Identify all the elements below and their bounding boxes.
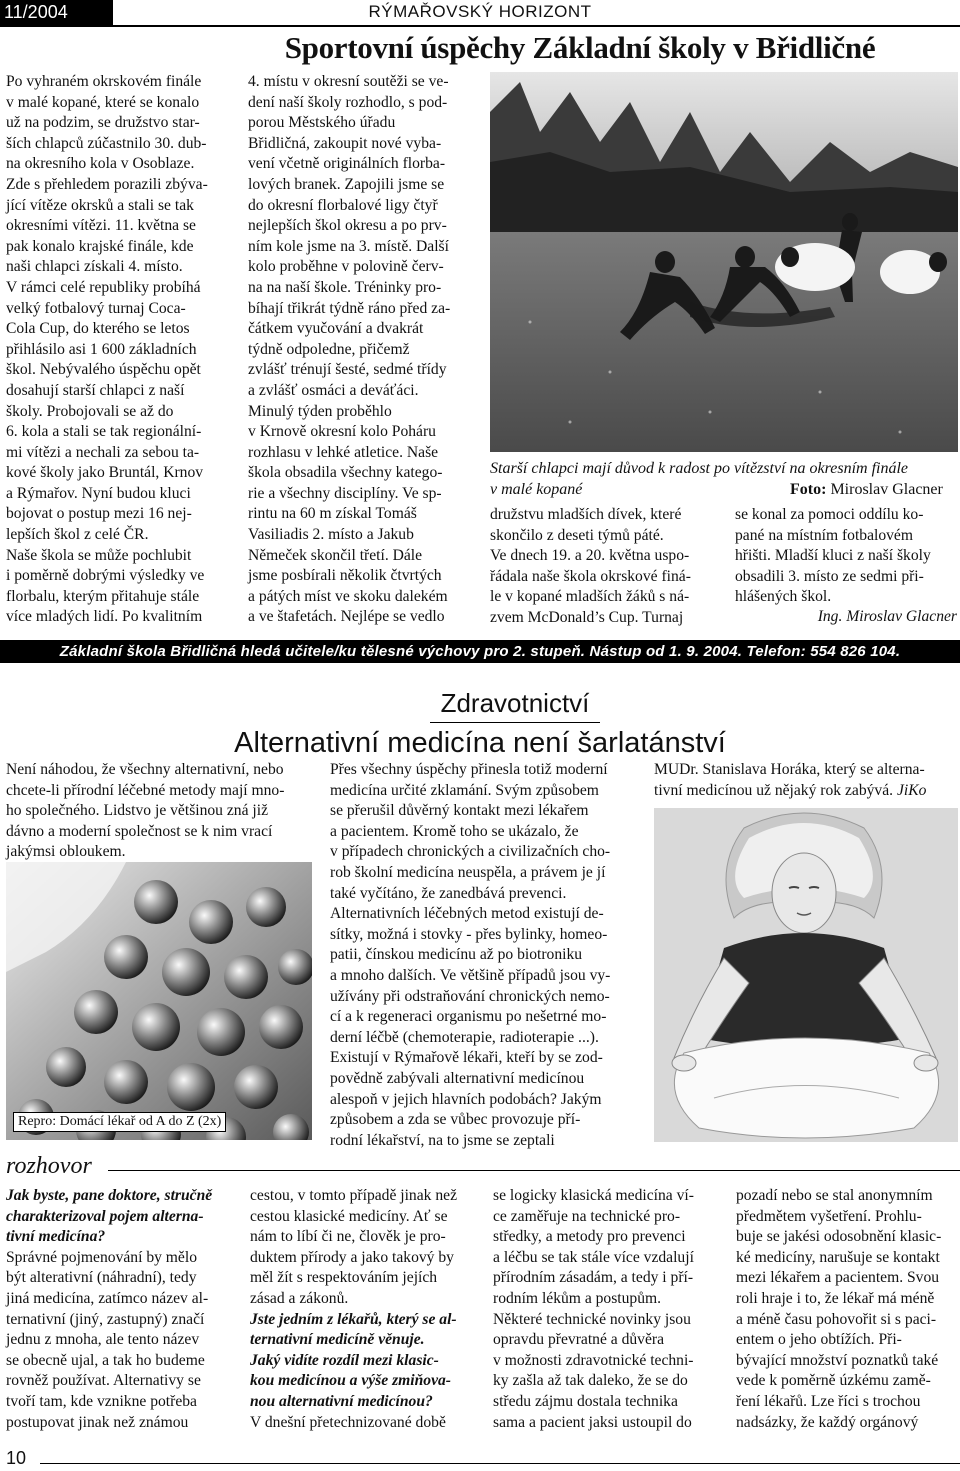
article1-author: Ing. Miroslav Glacner xyxy=(817,608,957,625)
meditation-photo-image xyxy=(654,808,958,1142)
newspaper-title: RÝMAŘOVSKÝ HORIZONT xyxy=(368,2,592,21)
article2-signature: JiKo xyxy=(896,781,927,799)
football-photo xyxy=(490,72,958,452)
massage-tool-photo xyxy=(6,862,312,1140)
article2-right-text xyxy=(654,760,958,801)
article1-column-2: 4. místu v okresní soutěži se ve- dení naší školy rozhodlo, s pod- porou Městského úřadu Břidličná, zakoupit nové vyba- vení včetně originálních florba- lových branek. Zapojili jsme se do okresní florbalové ligy čtyř nejlepších škol okresu a po prv- ním kole jsme na 3. místě. Další kolo proběhne v polovině červ- na na naší škole. Tréninky pro- bíhají třikrát týdně ráno před za- čátkem vyučování a dvakrát týdně odpoledne, přičemž zvlášť trénují šesté, sedmé třídy a zvlášť osmáci a deváťáci. Minulý týden proběhlo v Krnově okresní kolo Poháru rozhlasu v lehké atletice. Naše škola obsadila všechny katego- rie a všechny disciplíny. Ve sp- rintu na 60 m získal Tomáš Vasiliadis 2. místo a Jakub Němeček skončil třetí. Dále jsme posbírali několik čtvrtých a pátých míst ve skoku dalekém a ve štafetách. Nejlépe se vedlo xyxy=(248,73,451,626)
article2-right-text-body: MUDr. Stanislava Horáka, který se alterna- tivní medicínou už nějaký rok zabývá. xyxy=(654,761,925,799)
interview-answer-1: Správné pojmenování by mělo být alterativní (náhradní), tedy jiná medicína, zatímco název al- ternativní (jiný, zastupný) značí jednu z mnoha, ale tento název se obecně ujal, a tak ho budeme rovněž používat. Alternativy se tvoří tam, kde vznikne potřeba postupovat jinak než známou xyxy=(6,1248,209,1431)
interview-answer-2: V dnešní přetechnizované době xyxy=(250,1413,446,1431)
article1-column-3: družstvu mladších dívek, které skončilo z deseti týmů páté. Ve dnech 19. a 20. května uspo- řádala naše škola okrskové finá- le v kopané mladších žáků s ná- zvem McDonald’s Cup. Turnaj xyxy=(490,506,691,626)
issue-number: 11/2004 xyxy=(0,0,113,25)
photo-credit-name: Miroslav Glacner xyxy=(830,481,943,498)
interview-question-2: Jste jedním z lékařů, který se al- ternativní medicíně věnuje. Jaký vidíte rozdíl mezi klasic- kou medicínou a výše zmiňova- nou alternativní medicínou? xyxy=(250,1310,457,1410)
interview-column-4: pozadí nebo se stal anonymním předmětem vyšetření. Prohlu- buje se jakési odosobnění klasic- ké medicíny, narušuje se kontakt mezi lékařem a pacientem. Svou roli hraje i to, že lékař má méně a méně času pohovořit si s paci- entem o jeho obtížích. Při- bývající množství poznatků také vede k poměrně úzkému zamě- ření lékařů. Lze říci s trochou nadsázky, že každý orgánový xyxy=(736,1187,942,1431)
interview-column-1 xyxy=(6,1186,231,1433)
job-advert-banner: Základní škola Břidličná hledá učitele/ku tělesné výchovy pro 2. stupeň. Nástup od 1. 9. 2004. Telefon: 554 826 104. xyxy=(0,640,960,663)
header-rule xyxy=(0,25,960,27)
article2-middle-column: Přes všechny úspěchy přinesla totiž moderní medicína určité zklamání. Svým způsobem se přerušil důvěrný kontakt mezi lékařem a pacientem. Kromě toho se ukázalo, že v případech chronických a civilizačních cho- rob školní medicína neuspěla, a právem je jí také vyčítáno, že zanedbává prevenci. Alternativních léčebných metod existují de- sítky, možná i stovky - přes bylinky, homeo- patii, čínskou medicínu až po biotroniku a mnoho dalších. Ve většině případů jsou vy- užívány při odstraňování chronických nemo- cí a k regeneraci organismu po nešetrné mo- derní léčbě (chemoterapie, radioterapie ...). Existují v Rýmařově lékaři, kteří by se zod- povědně zabývali alternativní medicínou alespoň v jejich hlavních podobách? Jakým způsobem a zda se vůbec provozuje pří- rodní lékařství, na to jsme se zeptali xyxy=(330,761,611,1149)
interview-rule xyxy=(108,1170,960,1171)
interview-label: rozhovor xyxy=(6,1153,92,1179)
football-photo-caption: Starší chlapci mají důvod k radost po vítězství na okresním finále v malé kopané xyxy=(490,460,909,498)
massage-photo-caption: Repro: Domácí lékař od A do Z (2x) xyxy=(13,1112,226,1132)
article1-column-1: Po vyhraném okrskovém finále v malé kopané, které se konalo už na podzim, se družstvo star- ších chlapců zúčastnilo 30. dub- na okresního kola v Osoblaze. Zde s přehledem porazili zbýva- jící vítěze okrsků a stali se tak okresními vítězi. 11. května se pak konalo krajské finále, kde naši chlapci získali 4. místo. V rámci celé republiky probíhá velký fotbalový turnaj Coca- Cola Cup, do kterého se letos přihlásilo asi 1 600 základních škol. Nebývalého úspěchu opět dosahují starší chlapci z naší školy. Probojovali se až do 6. kola a stali se tak regionální- mi vítězi a nechali za sebou ta- kové školy jako Bruntál, Krnov a Rýmařov. Nyní budou kluci bojovat o postup mezi 16 nej- lepších škol z celé ČR. Naše škola se může pochlubit i poměrně dobrými výsledky ve florbalu, kterým přitahuje stále více mladých lidí. Po kvalitním xyxy=(6,73,208,626)
section-heading-rule xyxy=(430,722,600,723)
interview-column-3: se logicky klasická medicína ví- ce zaměřuje na technické pro- středky, a metody pro prevenci a léčbu se tak stále více vzdalují přírodním zásadám, a tedy i pří- rodním lékům a postupům. Některé technické novinky jsou opravdu převratné a důvěra v možnosti zdravotnické techni- ky zašla až tak daleko, že se do středu zájmu dostala technika sama a pacient jaksi ustoupil do xyxy=(493,1187,694,1431)
article2-headline: Alternativní medicína není šarlatánství xyxy=(234,727,726,759)
page-number: 10 xyxy=(6,1448,27,1468)
section-heading: Zdravotnictví xyxy=(440,688,590,718)
football-photo-credit xyxy=(790,479,943,500)
article1-headline: Sportovní úspěchy Základní školy v Břidličné xyxy=(284,30,876,65)
interview-question-1: Jak byste, pane doktore, stručně charakterizoval pojem alterna- tivní medicína? xyxy=(6,1187,213,1246)
photo-credit-label: Foto: xyxy=(790,481,827,498)
article1-column-4: se konal za pomoci oddílu ko- pané na místním fotbalovém hřišti. Mladší kluci z naší školy obsadili 3. místo ze sedmi při- hlášených škol. xyxy=(735,506,931,606)
football-photo-image xyxy=(490,72,958,452)
massage-tool-image xyxy=(6,862,312,1140)
footer-rule xyxy=(40,1463,960,1464)
article2-intro: Není náhodou, že všechny alternativní, nebo chcete-li přírodní léčebné metody mají mno- ho společného. Lidstvo je většinou zná již dávno a moderní společnost se k nim vrací jakýmsi obloukem. xyxy=(6,761,285,861)
meditation-photo xyxy=(654,808,958,1142)
interview-answer-1-cont: cestou, v tomto případě jinak než cestou klasické medicíny. Ať se nám to líbí či ne, člověk je pro- duktem přírody a jako takový by měl žít s respektováním jejích zásad a zákonů. xyxy=(250,1187,457,1307)
interview-column-2 xyxy=(250,1186,475,1433)
